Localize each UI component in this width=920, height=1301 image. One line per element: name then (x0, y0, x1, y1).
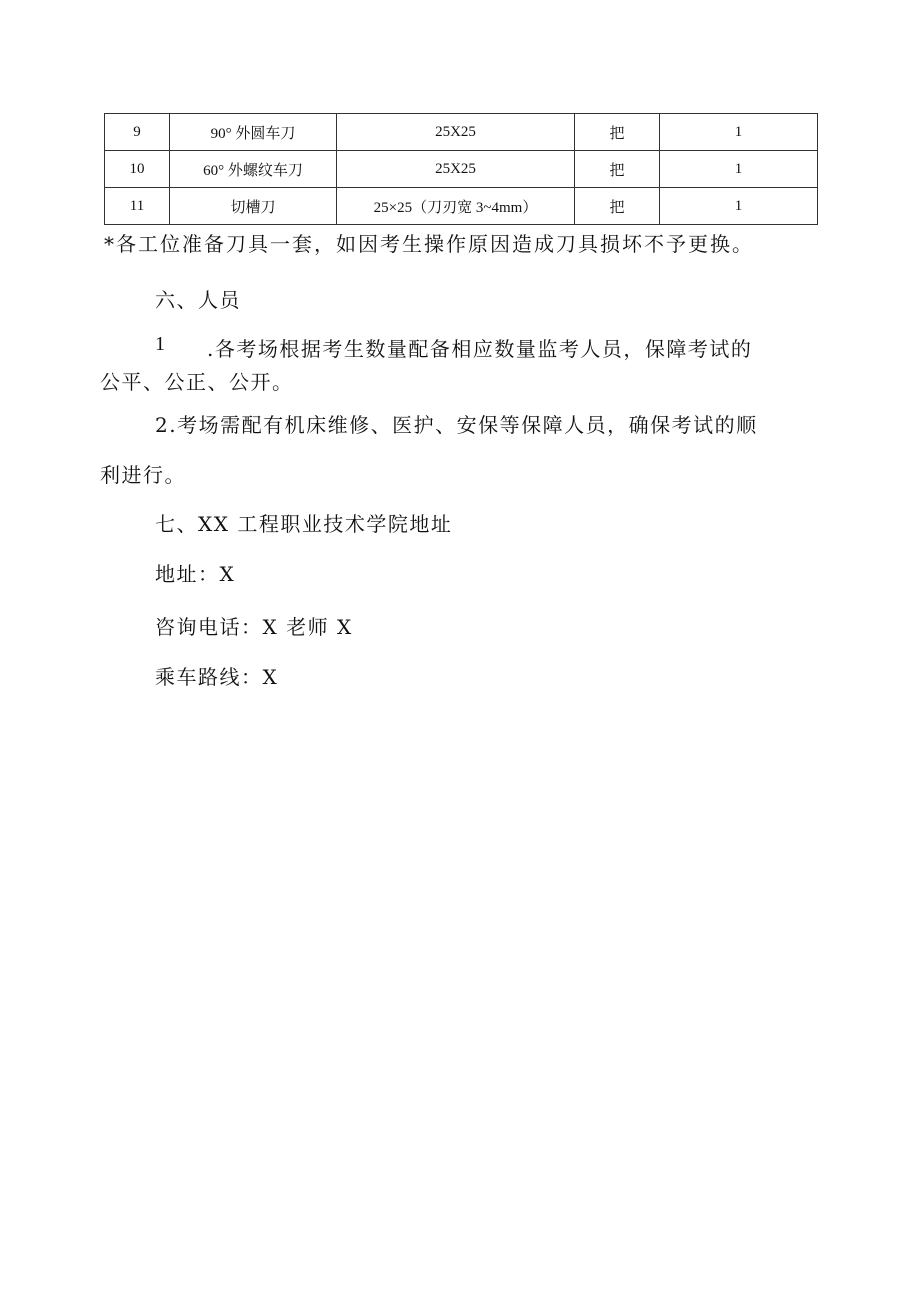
table-cell-no: 9 (105, 114, 170, 151)
phone-line: 咨询电话：X 老师 X (155, 615, 353, 639)
table-cell-spec: 25X25 (337, 151, 575, 188)
table-row (105, 188, 818, 225)
item2-text-line1: 2.考场需配有机床维修、医护、安保等保障人员，确保考试的顺 (155, 413, 758, 437)
section6-heading: 六、人员 (155, 288, 241, 312)
table-row (105, 151, 818, 188)
table-cell-qty: 1 (660, 114, 818, 151)
table-cell-unit: 把 (575, 151, 660, 188)
table-cell-qty: 1 (660, 188, 818, 225)
item1-text-line2: 公平、公正、公开。 (100, 370, 294, 394)
tool-table (104, 113, 818, 225)
table-cell-spec: 25×25（刀刃宽 3~4mm） (337, 188, 575, 225)
table-cell-name: 60° 外螺纹车刀 (170, 151, 337, 188)
table-cell-no: 10 (105, 151, 170, 188)
table-cell-name: 90° 外圆车刀 (170, 114, 337, 151)
table-cell-unit: 把 (575, 188, 660, 225)
item2-text-line2: 利进行。 (100, 463, 186, 487)
section7-heading: 七、XX 工程职业技术学院地址 (155, 512, 453, 536)
table-cell-unit: 把 (575, 114, 660, 151)
tool-note: *各工位准备刀具一套，如因考生操作原因造成刀具损坏不予更换。 (104, 232, 754, 256)
item1-number: 1 (155, 333, 167, 355)
address-line: 地址：X (155, 562, 236, 586)
table-cell-spec: 25X25 (337, 114, 575, 151)
table-cell-qty: 1 (660, 151, 818, 188)
table-cell-name: 切槽刀 (170, 188, 337, 225)
table-row (105, 114, 818, 151)
route-line: 乘车路线：X (155, 665, 279, 689)
item1-text-line1: .各考场根据考生数量配备相应数量监考人员，保障考试的 (207, 337, 753, 361)
table-cell-no: 11 (105, 188, 170, 225)
